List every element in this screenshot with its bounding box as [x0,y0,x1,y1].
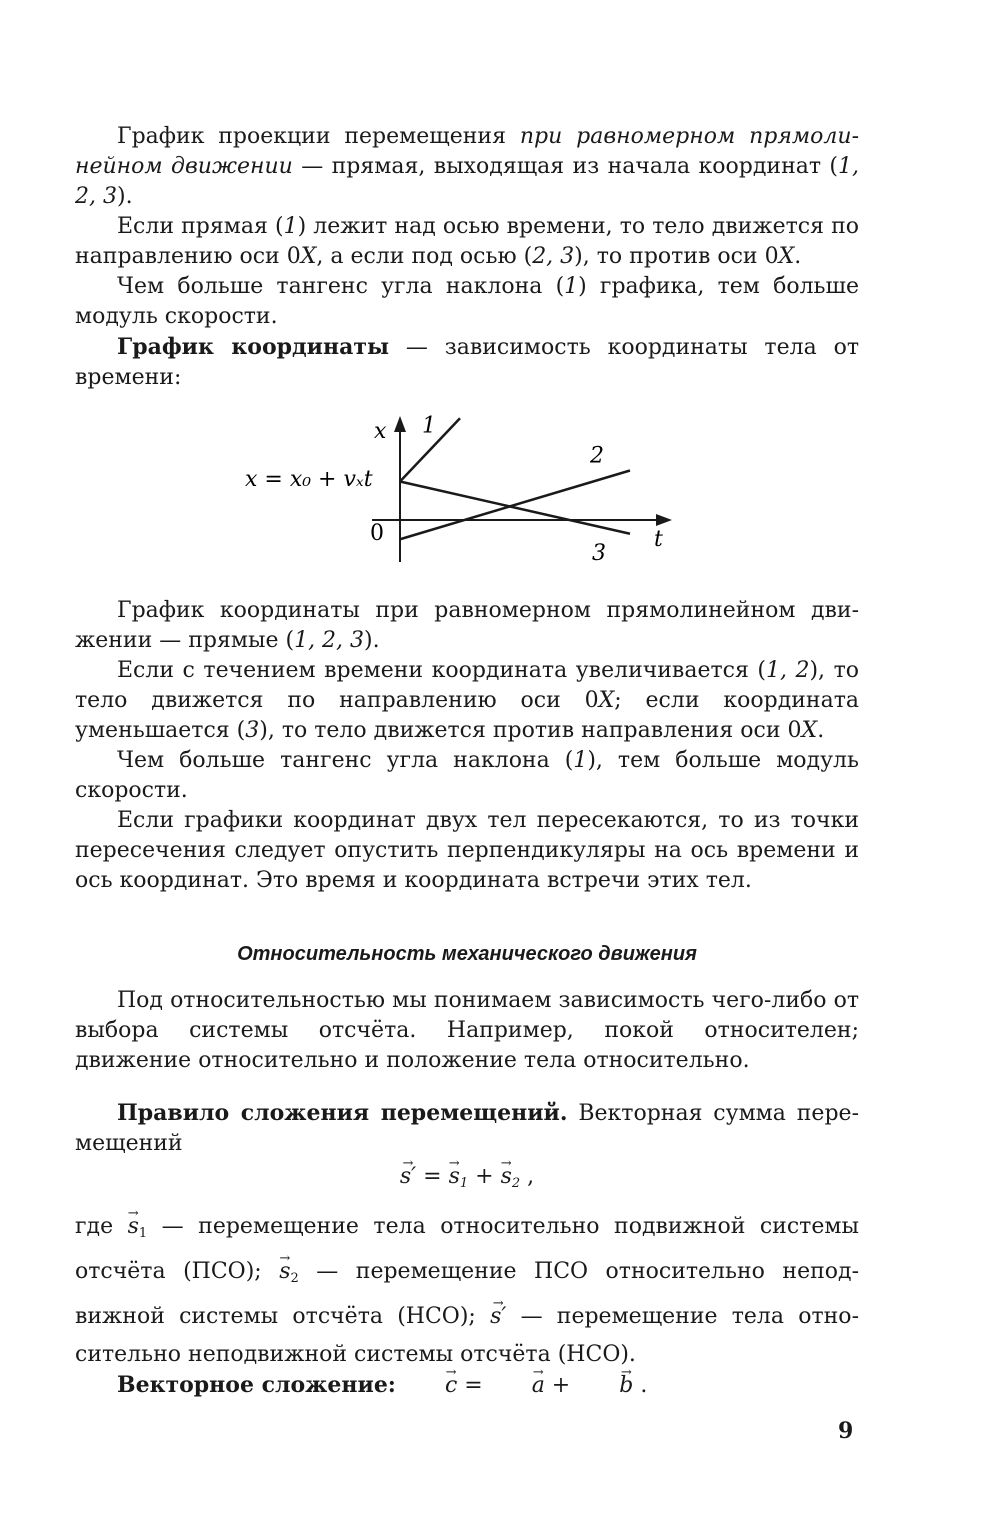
paragraph-displacement-rule: Правило сложения перемещений. Векторная сумма перемещений [75,1100,859,1156]
coordinate-time-chart [0,400,1000,580]
t-axis-arrow [656,514,672,526]
series-label-2: 2 [590,443,604,469]
paragraph-tangent-speed: Чем больше тангенс угла наклона (1) графика, тем больше модуль скорости. [75,274,859,329]
series-label-3: 3 [592,540,606,566]
paragraph-intersection: Если графики координат двух тел пересекаются, то из точки пересечения следует опустить перпендикуляры на ось времени и ось координат. Это время и координата встречи этих тел. [75,808,859,893]
vector-sum-formula: → s′ = → $s_1$ + → $s_2$ , [75,1162,859,1199]
paragraph-coordinate-graph-def: График координаты — зависимость координаты тела от времени: [75,334,859,390]
y-axis-label: x [374,419,387,444]
chart-series-group [400,413,630,566]
chart-axes [245,416,672,562]
paragraph-tangent-speed-2: Чем больше тангенс угла наклона (1), тем больше модуль скорости. [75,748,859,803]
series-line-3 [400,482,630,534]
paragraph-line-above-axis: Если прямая (1) лежит над осью времени, то тело движется по направлению оси 0X, а если под осью (2, 3), то против оси 0X. [75,214,859,269]
paragraph-displacement-graph: График проекции перемещения при равномерном прямолинейном движении — прямая, выходящая из начала координат (1, 2, 3). [75,124,859,209]
paragraph-coordinate-increase: Если с течением времени координата увеличивается (1, 2), то тело движется по направлению оси 0X; если координата уменьшается (3), то тело движется против направления оси 0X. [75,658,859,743]
paragraph-relativity: Под относительностью мы понимаем зависимость чего-либо от выбора системы отсчёта. Например, покой относителен; движение относительно и положение тела относительно. [75,988,859,1073]
series-line-2 [400,471,630,540]
x-axis-label: t [654,527,663,552]
x-axis-arrow [394,416,406,432]
section-heading: Относительность механического движения [237,943,697,965]
page-number: 9 [838,1418,854,1444]
paragraph-vector-definitions: где → $s_1$ — перемещение тела относительно подвижной системы отсчёта (ПСО); → $s_2$ — перемещение ПСО относительно неподвижной системы отсчёта (НСО); → s′ — перемещение тела относительно неподвижной системы отсчёта (НСО). [75,1208,859,1374]
origin-label: 0 [370,521,384,546]
paragraph-vector-addition: Векторное сложение: → c = → a + → b . [75,1370,859,1401]
paragraph-uniform-lines: График координаты при равномерном прямолинейном движении — прямые (1, 2, 3). [75,598,859,653]
series-label-1: 1 [422,413,436,439]
formula-label: x = x₀ + vₓt [245,467,373,492]
